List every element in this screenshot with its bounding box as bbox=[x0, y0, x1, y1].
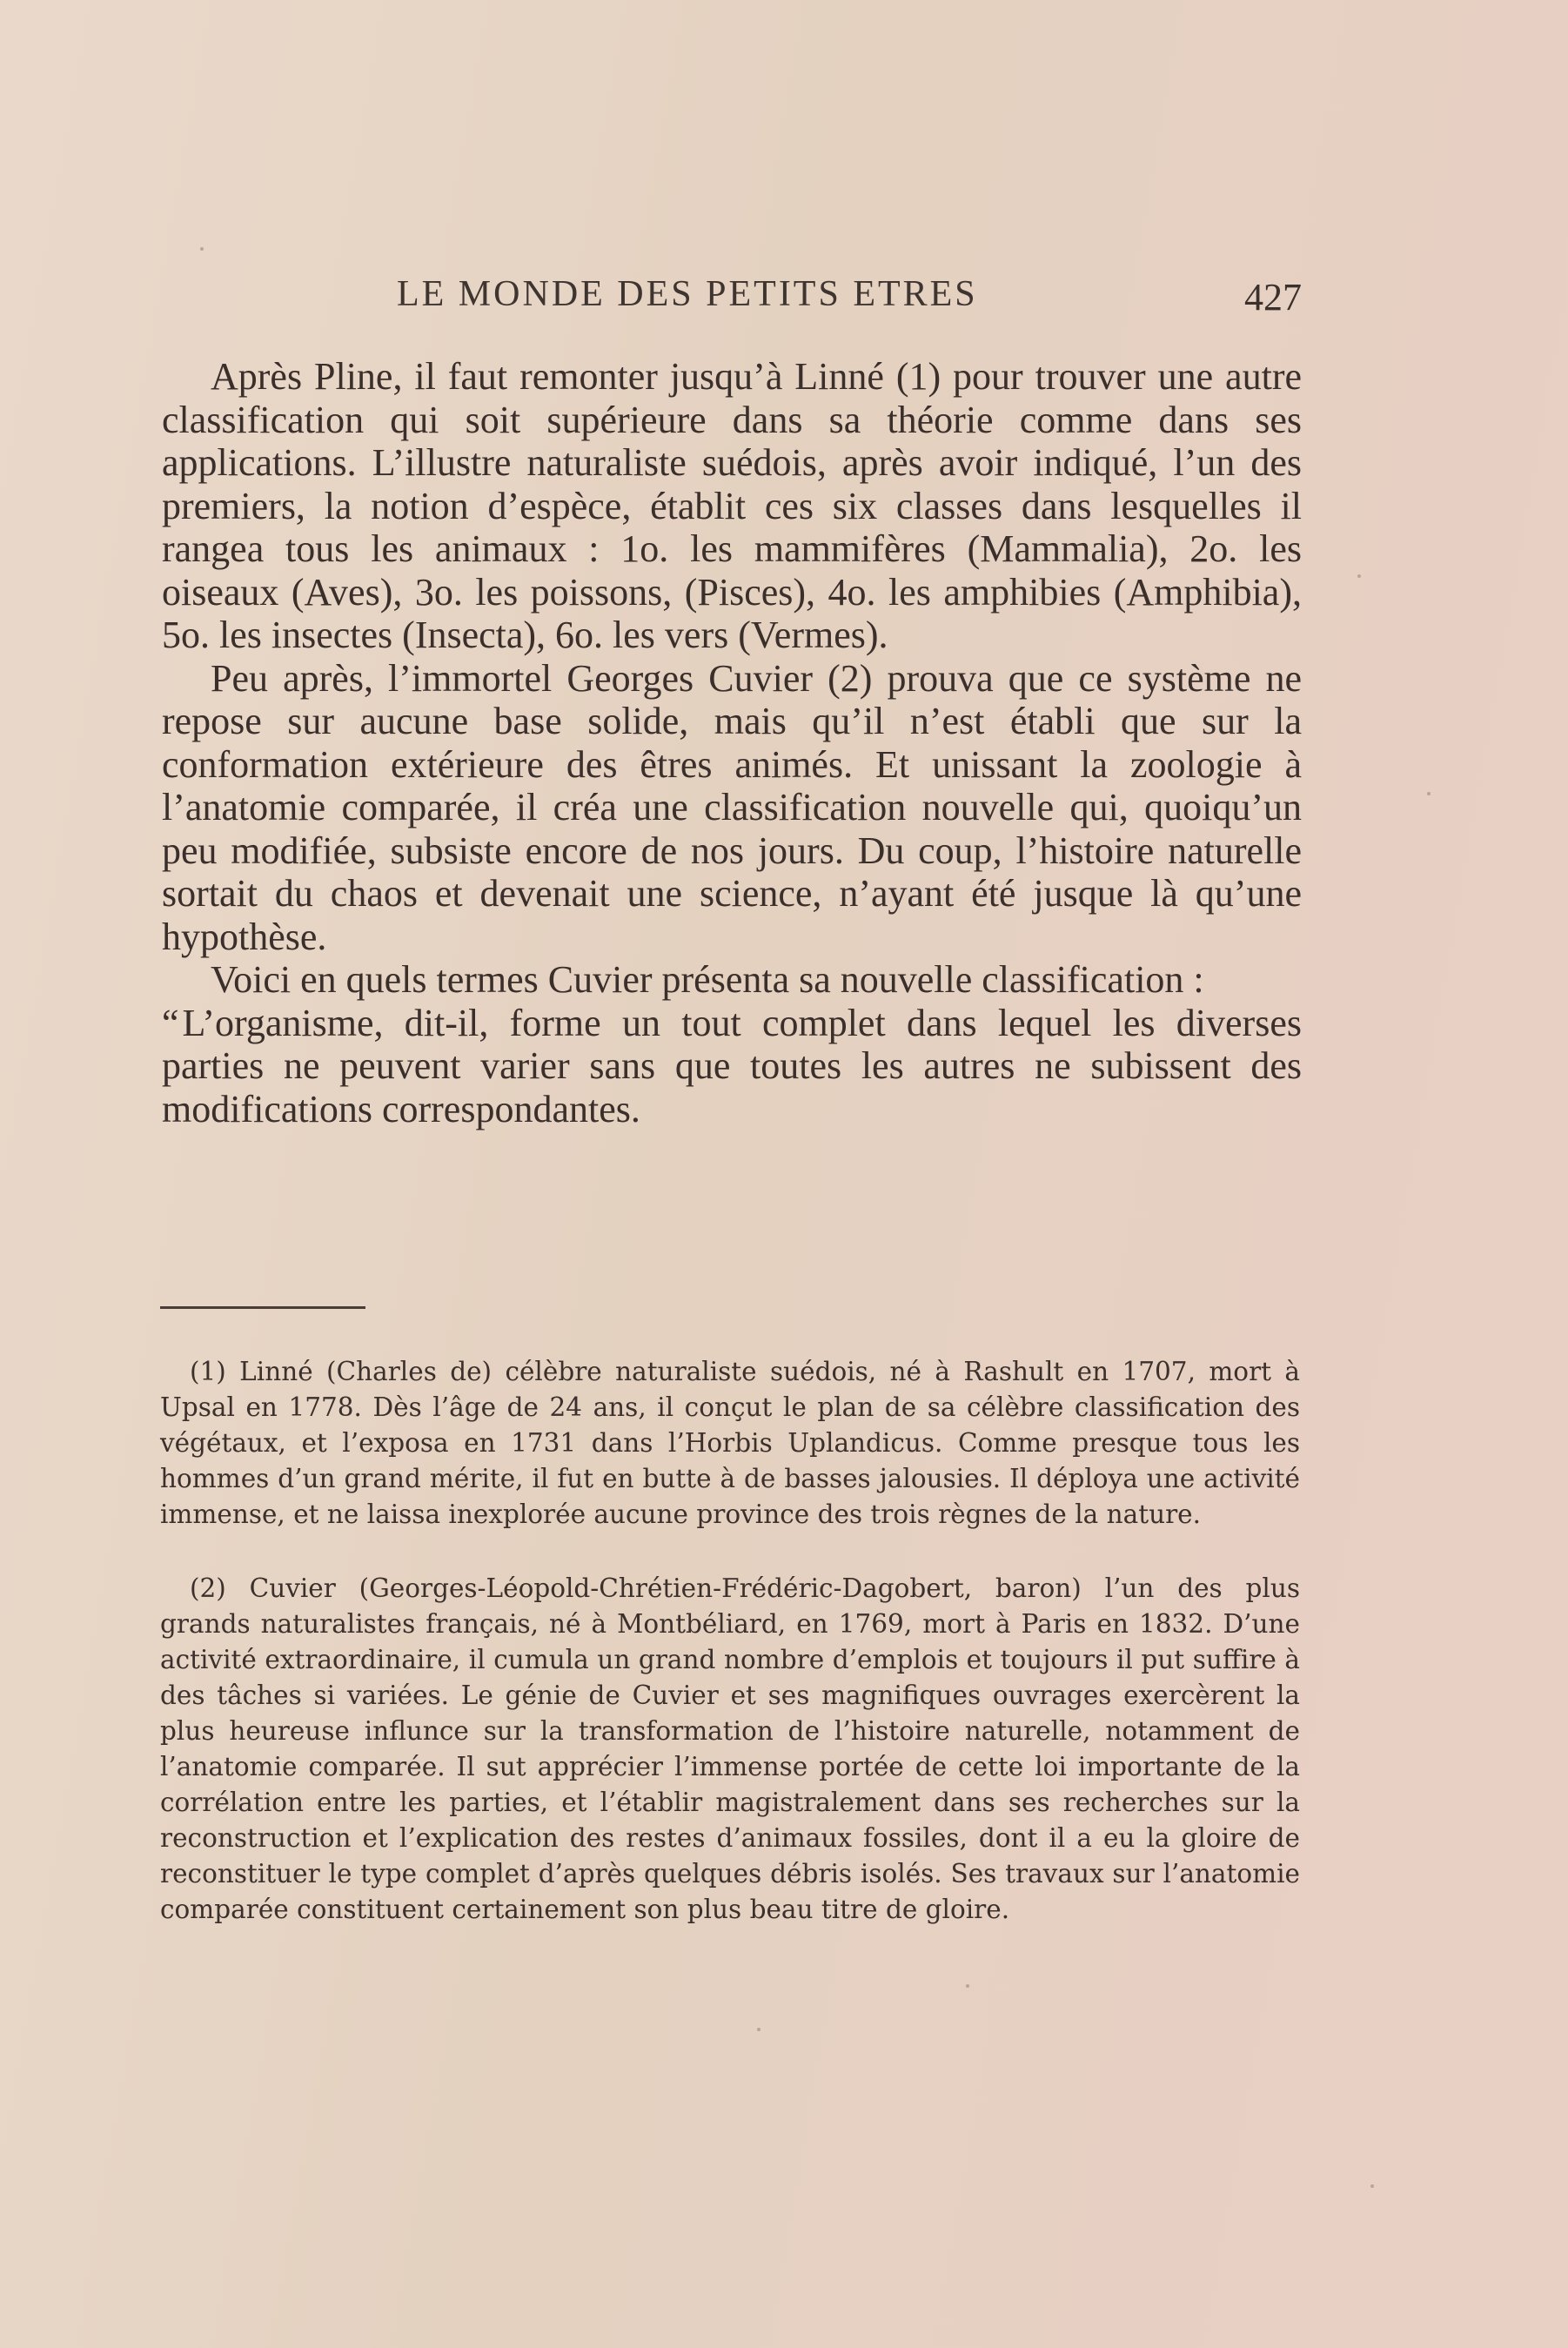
quotation-text: L’organisme, dit-il, forme un tout complet dans lequel les diverses parties ne peuvent varier sans que toutes les autres ne subissent des modifications correspondantes. bbox=[162, 1001, 1302, 1130]
quotation bbox=[162, 1002, 1302, 1131]
paper-speck bbox=[200, 247, 204, 251]
footnote-separator bbox=[160, 1306, 365, 1309]
paper-speck bbox=[1357, 574, 1361, 578]
paragraph: Peu après, l’immortel Georges Cuvier (2) prouva que ce système ne repose sur aucune base solide, mais qu’il n’est établi que sur la conformation extérieure des êtres animés. Et unissant la zoologie à l’anatomie comparée, il créa une classification nouvelle qui, quoiqu’un peu modifiée, subsiste encore de nos jours. Du coup, l’histoire naturelle sortait du chaos et devenait une science, n’ayant été jusque là qu’une hypothèse. bbox=[162, 656, 1302, 958]
page-number: 427 bbox=[1244, 276, 1302, 319]
footnotes bbox=[160, 1354, 1300, 1966]
paper-speck bbox=[757, 2028, 761, 2031]
footnote-2: (2) Cuvier (Georges-Léopold-Chrétien-Frédéric-Dagobert, baron) l’un des plus grands naturalistes français, né à Montbéliard, en 1769, mort à Paris en 1832. D’une activité extraordinaire, il cumula un grand nombre d’emplois et toujours il put suffire à des tâches si variées. Le génie de Cuvier et ses magnifiques ouvrages exercèrent la plus heureuse influnce sur la transformation de l’histoire naturelle, notamment de l’anatomie comparée. Il sut apprécier l’immense portée de cette loi importante de la corrélation entre les parties, et l’établir magistralement dans ses recherches sur la reconstruction et l’explication des restes d’animaux fossiles, dont il a eu la gloire de reconstituer le type complet d’après quelques débris isolés. Ses travaux sur l’anatomie comparée constituent certainement son plus beau titre de gloire. bbox=[160, 1573, 1300, 1924]
footnote-1: (1) Linné (Charles de) célèbre naturaliste suédois, né à Rashult en 1707, mort à Upsal en 1778. Dès l’âge de 24 ans, il conçut le plan de sa célèbre classification des végétaux, et l’exposa en 1731 dans l’Horbis Uplandicus. Comme presque tous les hommes d’un grand mérite, il fut en butte à de basses jalousies. Il déploya une activité immense, et ne laissa inexplorée aucune province des trois règnes de la nature. bbox=[160, 1357, 1300, 1529]
paragraph: Après Pline, il faut remonter jusqu’à Linné (1) pour trouver une autre classification qui soit supérieure dans sa théorie comme dans ses applications. L’illustre naturaliste suédois, après avoir indiqué, l’un des premiers, la notion d’espèce, établit ces six classes dans lesquelles il rangea tous les animaux : 1o. les mammifères (Mammalia), 2o. les oiseaux (Aves), 3o. les poissons, (Pisces), 4o. les amphibies (Amphibia), 5o. les insectes (Insecta), 6o. les vers (Vermes). bbox=[162, 355, 1302, 656]
paper-speck bbox=[1427, 792, 1431, 795]
body-text bbox=[162, 355, 1302, 1130]
paper-speck bbox=[966, 1984, 969, 1988]
paragraph: Voici en quels termes Cuvier présenta sa nouvelle classification : bbox=[211, 958, 1204, 1001]
quote-mark: “ bbox=[162, 1001, 179, 1044]
paper-speck bbox=[1370, 2184, 1374, 2188]
running-title: LE MONDE DES PETITS ETRES bbox=[397, 274, 978, 314]
page-header bbox=[162, 261, 1307, 322]
